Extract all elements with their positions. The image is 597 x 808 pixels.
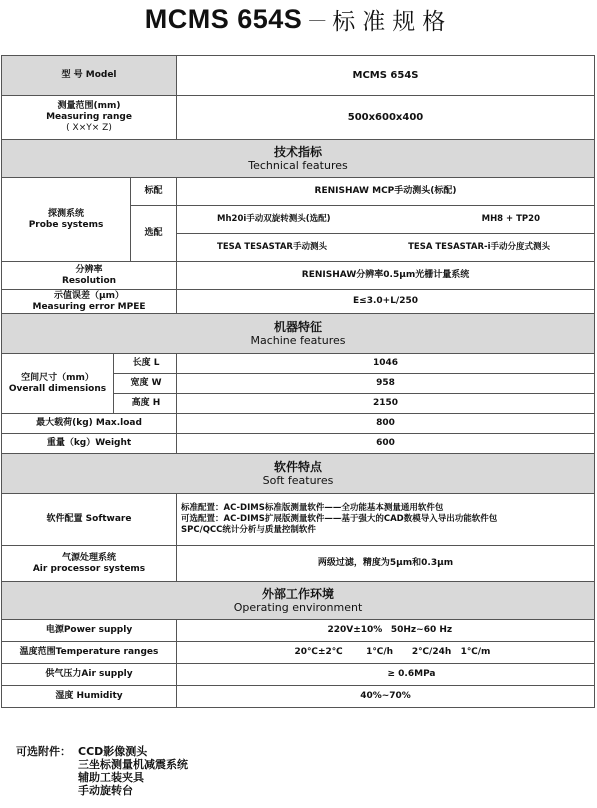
table-row [2, 620, 595, 642]
air-supply-label: 供气压力Air supply [2, 664, 177, 686]
error-label: 示值误差（μm） Measuring error MPEE [2, 290, 177, 314]
section-header [2, 140, 595, 178]
machine-section: 机器特征 Machine features [2, 314, 595, 354]
power-value: 220V±10% 50Hz~60 Hz [177, 620, 595, 642]
section-header [2, 314, 595, 354]
table-row [2, 56, 595, 96]
software-line-1: 标准配置：AC-DIMS标准版测量软件——全功能基本测量通用软件包 [181, 503, 444, 513]
section-header [2, 454, 595, 494]
software-line-3: SPC/QCC统计分析与质量控制软件 [181, 525, 316, 535]
width-label: 宽度 W [114, 374, 177, 394]
temp-value: 20℃±2℃ 1℃/h 2℃/24h 1℃/m [177, 642, 595, 664]
software-label: 软件配置 Software [2, 494, 177, 546]
air-value: 两级过滤，精度为5μm和0.3μm [177, 546, 595, 582]
probe-label: 探测系统 Probe systems [2, 178, 131, 262]
list-item: 手动旋转台 [78, 784, 133, 797]
air-supply-value: ≥ 0.6MPa [177, 664, 595, 686]
probe-opt-1a: Mh20i手动双旋转测头(选配) [217, 214, 331, 224]
probe-opt-label: 选配 [131, 206, 177, 262]
table-row [2, 546, 595, 582]
table-row [2, 354, 595, 374]
table-row [2, 686, 595, 708]
table-row [2, 642, 595, 664]
tech-section: 技术指标 Technical features [2, 140, 595, 178]
model-value: MCMS 654S [177, 56, 595, 96]
probe-std-value: RENISHAW MCP手动测头(标配) [177, 178, 595, 206]
table-row [2, 664, 595, 686]
probe-opt-row-1 [177, 206, 595, 234]
range-value: 500x600x400 [177, 96, 595, 140]
table-row [2, 96, 595, 140]
air-label: 气源处理系统 Air processor systems [2, 546, 177, 582]
soft-section: 软件特点 Soft features [2, 454, 595, 494]
table-row [2, 178, 595, 206]
list-item: 三坐标测量机减震系统 [78, 758, 188, 771]
probe-opt-2b: TESA TESASTAR-i手动分度式测头 [408, 242, 550, 252]
height-label: 高度 H [114, 394, 177, 414]
software-value [177, 494, 595, 546]
table-row [2, 414, 595, 434]
humidity-value: 40%~70% [177, 686, 595, 708]
title-dash: — [308, 8, 327, 30]
accessories-list [16, 745, 188, 797]
accessories-label: 可选附件： [16, 745, 71, 758]
power-label: 电源Power supply [2, 620, 177, 642]
section-header [2, 582, 595, 620]
weight-label: 重量（kg）Weight [2, 434, 177, 454]
temp-label: 温度范围Temperature ranges [2, 642, 177, 664]
probe-opt-1b: MH8 + TP20 [481, 214, 540, 224]
probe-std-label: 标配 [131, 178, 177, 206]
probe-opt-row-2 [177, 234, 595, 262]
software-line-2: 可选配置：AC-DIMS扩展版测量软件——基于强大的CAD数模导入导出功能软件包 [181, 514, 498, 524]
probe-opt-2a: TESA TESASTAR手动测头 [217, 242, 327, 252]
table-row [2, 290, 595, 314]
table-row [2, 494, 595, 546]
error-value: E≤3.0+L/250 [177, 290, 595, 314]
title-model: MCMS 654S [144, 3, 303, 34]
humidity-label: 湿度 Humidity [2, 686, 177, 708]
spec-table [1, 55, 595, 708]
list-item: 辅助工装夹具 [78, 771, 144, 784]
env-section: 外部工作环境 Operating environment [2, 582, 595, 620]
list-item: CCD影像测头 [78, 745, 148, 758]
table-row [2, 434, 595, 454]
weight-value: 600 [177, 434, 595, 454]
resolution-value: RENISHAW分辨率0.5μm光栅计量系统 [177, 262, 595, 290]
height-value: 2150 [177, 394, 595, 414]
length-label: 长度 L [114, 354, 177, 374]
page-title [0, 0, 597, 38]
maxload-label: 最大载荷(kg) Max.load [2, 414, 177, 434]
dims-label: 空间尺寸（mm） Overall dimensions [2, 354, 114, 414]
range-label: 测量范围(mm) Measuring range ( X×Y× Z) [2, 96, 177, 140]
resolution-label: 分辨率 Resolution [2, 262, 177, 290]
table-row [2, 262, 595, 290]
model-label: 型 号 Model [2, 56, 177, 96]
maxload-value: 800 [177, 414, 595, 434]
width-value: 958 [177, 374, 595, 394]
title-subtitle: 标准规格 [332, 8, 453, 35]
length-value: 1046 [177, 354, 595, 374]
